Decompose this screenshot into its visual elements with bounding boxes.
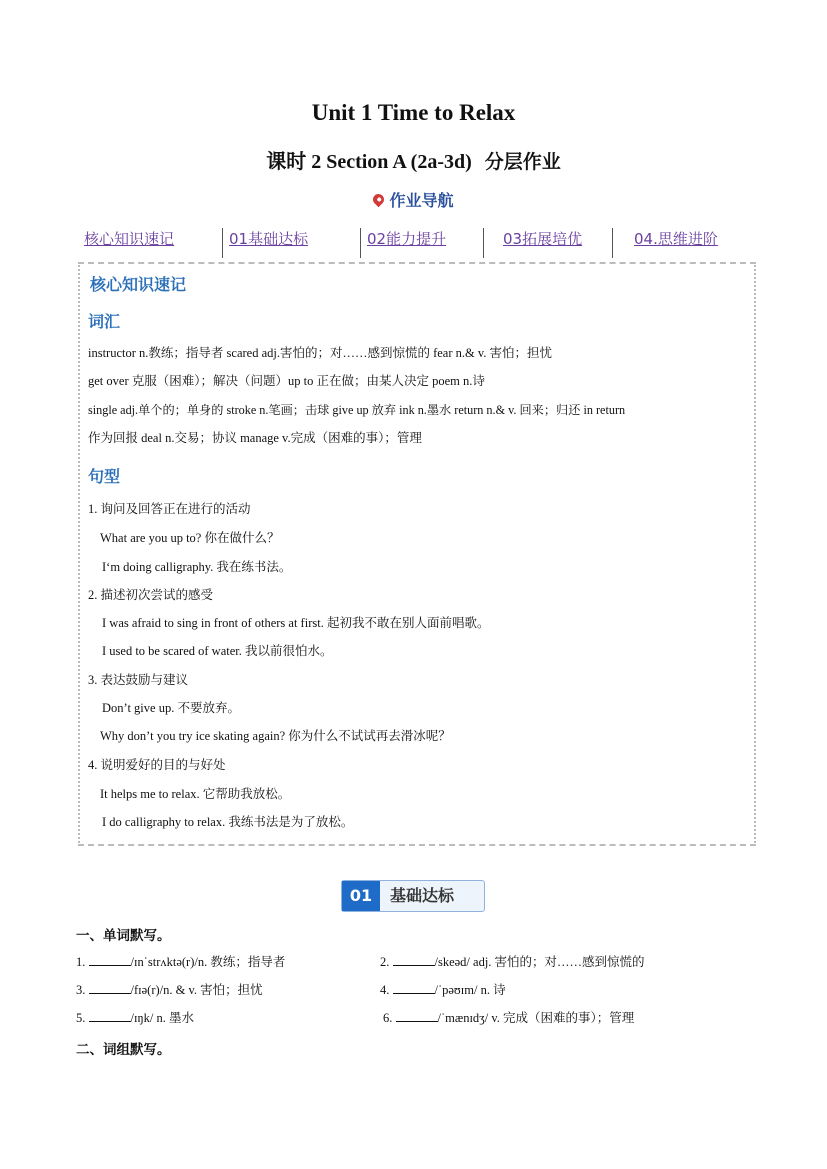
sentence-line: It helps me to relax. 它帮助我放松。 <box>100 787 291 801</box>
lesson-suffix: 分层作业 <box>484 151 561 173</box>
sentence-line: 4. 说明爱好的目的与好处 <box>88 758 226 772</box>
vocab-line: instructor n.教练；指导者 scared adj.害怕的；对……感到惊慌的 fear n.& v. 害怕；担忧 <box>88 346 553 360</box>
part2-heading: 二、词组默写。 <box>76 1042 171 1058</box>
tab-basic[interactable]: 01基础达标 <box>229 230 309 248</box>
lesson-prefix: 课时 2 Section A (2a-3d) <box>266 151 472 173</box>
vocab-line: get over 克服（困难）；解决（问题）up to 正在做；由某人决定 poem n.诗 <box>88 374 485 388</box>
knowledge-badge: 核心知识速记 <box>90 275 187 294</box>
dictation-item: 3. /fɪə(r)/n. & v. 害怕；担忧 <box>76 980 263 998</box>
section-number: 01 <box>342 881 380 911</box>
sentence-line: Don’t give up. 不要放弃。 <box>102 701 240 715</box>
tab-ability[interactable]: 02能力提升 <box>367 230 447 248</box>
tab-divider <box>483 228 484 258</box>
vocab-line: 作为回报 deal n.交易；协议 manage v.完成（困难的事）；管理 <box>88 431 422 445</box>
tab-thinking[interactable]: 04.思维进阶 <box>634 230 718 248</box>
tab-extension[interactable]: 03拓展培优 <box>503 230 583 248</box>
tab-divider <box>222 228 223 258</box>
answer-blank[interactable] <box>89 1008 131 1022</box>
sentence-line: I used to be scared of water. 我以前很怕水。 <box>102 644 333 658</box>
location-pin-icon <box>371 192 387 208</box>
sentence-line: What are you up to? 你在做什么？ <box>100 531 280 545</box>
vocab-line: single adj.单个的；单身的 stroke n.笔画；击球 give up 放弃 ink n.墨水 return n.& v. 回来；归还 in return <box>88 403 626 417</box>
section-01-badge <box>341 880 485 912</box>
tab-divider <box>612 228 613 258</box>
tab-core-knowledge[interactable]: 核心知识速记 <box>84 230 175 248</box>
lesson-title <box>0 145 827 174</box>
dictation-item: 2. /skeəd/ adj. 害怕的；对……感到惊慌的 <box>380 952 645 970</box>
sentence-heading: 句型 <box>88 467 121 486</box>
answer-blank[interactable] <box>396 1008 438 1022</box>
sentence-line: 1. 询问及回答正在进行的活动 <box>88 502 251 516</box>
sentence-line: 3. 表达鼓励与建议 <box>88 673 189 687</box>
sentence-line: I was afraid to sing in front of others at first. 起初我不敢在别人面前唱歌。 <box>102 616 490 630</box>
nav-title-text: 作业导航 <box>389 191 454 210</box>
dictation-item: 1. /ɪnˈstrʌktə(r)/n. 教练；指导者 <box>76 952 285 970</box>
section-label: 基础达标 <box>390 886 455 905</box>
part1-heading: 一、单词默写。 <box>76 928 171 944</box>
answer-blank[interactable] <box>393 952 435 966</box>
answer-blank[interactable] <box>89 952 131 966</box>
sentence-line: I do calligraphy to relax. 我练书法是为了放松。 <box>102 815 354 829</box>
tab-bar <box>80 228 760 254</box>
dictation-item: 4. /ˈpəʊɪm/ n. 诗 <box>380 980 506 998</box>
answer-blank[interactable] <box>89 980 131 994</box>
vocab-heading: 词汇 <box>88 312 121 331</box>
unit-title: Unit 1 Time to Relax <box>311 100 516 125</box>
dictation-item: 6. /ˈmænɪdʒ/ v. 完成（困难的事）；管理 <box>383 1008 634 1026</box>
sentence-line: I‘m doing calligraphy. 我在练书法。 <box>102 560 292 574</box>
answer-blank[interactable] <box>393 980 435 994</box>
sentence-line: Why don’t you try ice skating again? 你为什么不试试再去滑冰呢？ <box>100 729 451 743</box>
tab-divider <box>360 228 361 258</box>
dictation-item: 5. /ɪŋk/ n. 墨水 <box>76 1008 194 1026</box>
sentence-line: 2. 描述初次尝试的感受 <box>88 588 214 602</box>
homework-nav-title <box>0 188 827 211</box>
